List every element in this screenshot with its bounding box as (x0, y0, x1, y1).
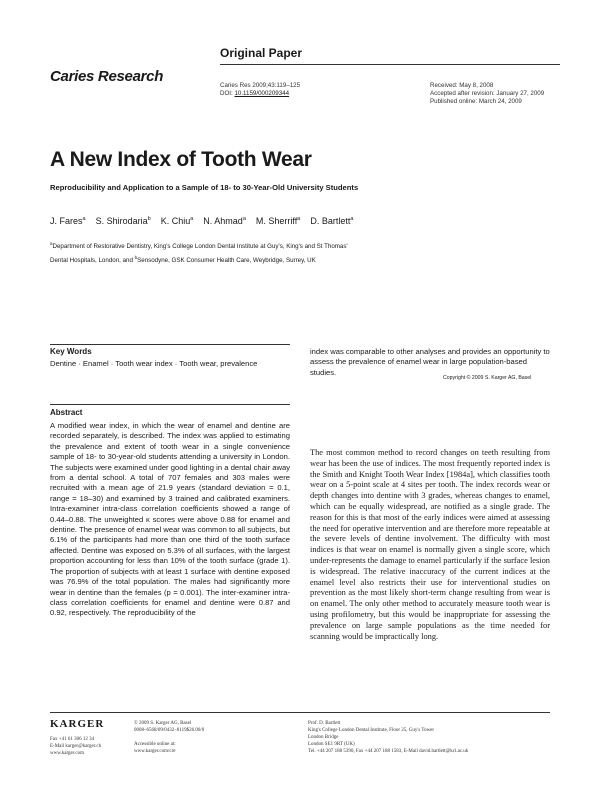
author: K. Chiu$^a$ (160, 216, 194, 226)
doi-prefix: DOI: (220, 90, 235, 97)
doi-link[interactable]: 10.1159/000209344 (234, 90, 290, 97)
header-rule (220, 64, 560, 65)
doi-line (220, 90, 300, 98)
abstract-rule (50, 404, 290, 405)
abstract-continuation: index was comparable to other analyses and provides an opportunity to assess the prevalence of enamel wear in large population-based studies. (310, 347, 550, 377)
article-type-label: Original Paper (220, 46, 303, 60)
copyright-notice: Copyright © 2009 S. Karger AG, Basel (443, 375, 532, 381)
journal-logo: Caries Research (50, 68, 164, 85)
correspondence-contact[interactable]: Tel. +44 207 188 5390, Fax +44 207 188 1583, E-Mail david.bartlett@kcl.ac.uk (308, 749, 469, 754)
received-date: Received: May 8, 2008 (430, 82, 494, 89)
publisher-fax: Fax +41 61 306 12 34 (50, 737, 95, 742)
publisher-web[interactable]: www.karger.com (50, 751, 85, 756)
abstract-text: A modified wear index, in which the wear of enamel and dentine are recorded separately, is described. The index was applied to estimating the prevalence and extent of tooth wear in a single convenience sample of 18- to 30-year-old students attending a university in London. The subjects were examined under good lighting in a dental chair away from a dental school. A total of 707 females and 303 males were recruited with a mean age of 21.9 years (standard deviation = 0.1, range = 18–30) and examined by 3 trained and calibrated examiners. Intra-examiner intra-class correlation coefficients showed a range of 0.44–0.88. The unweighted κ scores were above 0.88 for enamel and dentine. The presence of enamel wear was common to all subjects, but 6.1% of the participants had more than one third of the tooth surface affected. Dentine was exposed on 5.3% of all surfaces, with the largest proportion accounting for less than 10% of the tooth surface (grade 1). The proportion of subjects with at least 1 surface with dentine exposed was 76.9% of the total population. The males had significantly more wear in dentine than the females (p = 0.001). The inter-examiner intra-class correlation coefficients for enamel and dentine were 0.87 and 0.92, respectively. The reproducibility of the (50, 421, 290, 618)
publisher-logo: KARGER (50, 718, 105, 730)
author: S. Shirodaria$^b$ (95, 216, 151, 226)
abstract-heading: Abstract (50, 408, 83, 417)
publisher-contact (50, 736, 101, 757)
introduction-text: The most common method to record changes on teeth resulting from wear has been the use of indices. The most frequently reported index is the Smith and Knight Tooth Wear Index [1984a], which classifies tooth wear on a 5-point scale at 4 sites per tooth. The index records wear or depth changes into dentine with 3 grades, whereas changes to enamel, which can be equally widespread, are notified as a single grade. The reason for this is that most of the early indices were aimed at assessing the need for operative intervention and are therefore more repeatable at the severe levels of dentine involvement. The difficulty with most indices is that wear on enamel is normally given a single score, which under-represents the damage to enamel particularly if the surface lesion is widespread. The relative inaccuracy of the current indices at the enamel level also restricts their use for interventional studies on prevention as the most likely short-term change resulting from wear is on enamel. The only other method to accurately measure tooth wear is using profilometry, but this would be inappropriate for assessing the prevalence on large sample populations as the time needed for scanning would be impractically long. (310, 448, 550, 641)
citation-block (220, 82, 300, 98)
author: M. Sherriff$^a$ (255, 216, 301, 226)
article-subtitle: Reproducibility and Application to a Sample of 18- to 30-Year-Old University Students (50, 183, 359, 192)
publisher-email[interactable]: E-Mail karger@karger.ch (50, 744, 102, 749)
accepted-date: Accepted after revision: January 27, 2009 (430, 90, 545, 97)
footer-rule (50, 712, 550, 713)
publication-info: © 2009 S. Karger AG, Basel 0008–6568/09/0432–0119$26.00/0 Accessible online at: www.karger.com/cre (134, 721, 205, 754)
article-title: A New Index of Tooth Wear (50, 148, 312, 171)
author: J. Fares$^a$ (50, 216, 86, 226)
published-date: Published online: March 24, 2009 (430, 98, 522, 105)
key-words-text: Dentine · Enamel · Tooth wear index · Tooth wear, prevalence (50, 359, 258, 368)
journal-url[interactable]: www.karger.com/cre (134, 749, 176, 754)
author-list (50, 216, 353, 226)
affiliations: $^a$Department of Restorative Dentistry, King's College London Dental Institute at Guy's, King's and St Thomas' Dental Hospitals, London, and $^b$Sensodyne, GSK Consumer Health Care, Weybridge, Surrey, UK (50, 241, 348, 265)
author: N. Ahmad$^a$ (203, 216, 246, 226)
dates-block (430, 82, 544, 106)
key-words-rule (50, 344, 290, 345)
correspondence: Prof. D. Bartlett King's College London Dental Institute, Floor 25, Guy's Tower London Bridge London SE1 9RT (UK) Tel. +44 207 188 5390, Fax +44 207 188 1583, E-Mail david.bartlett@kcl.ac.uk (308, 721, 469, 754)
citation-text: Caries Res 2009;43:119–125 (220, 82, 301, 89)
key-words-heading: Key Words (50, 347, 92, 356)
author: D. Bartlett$^a$ (310, 216, 354, 226)
